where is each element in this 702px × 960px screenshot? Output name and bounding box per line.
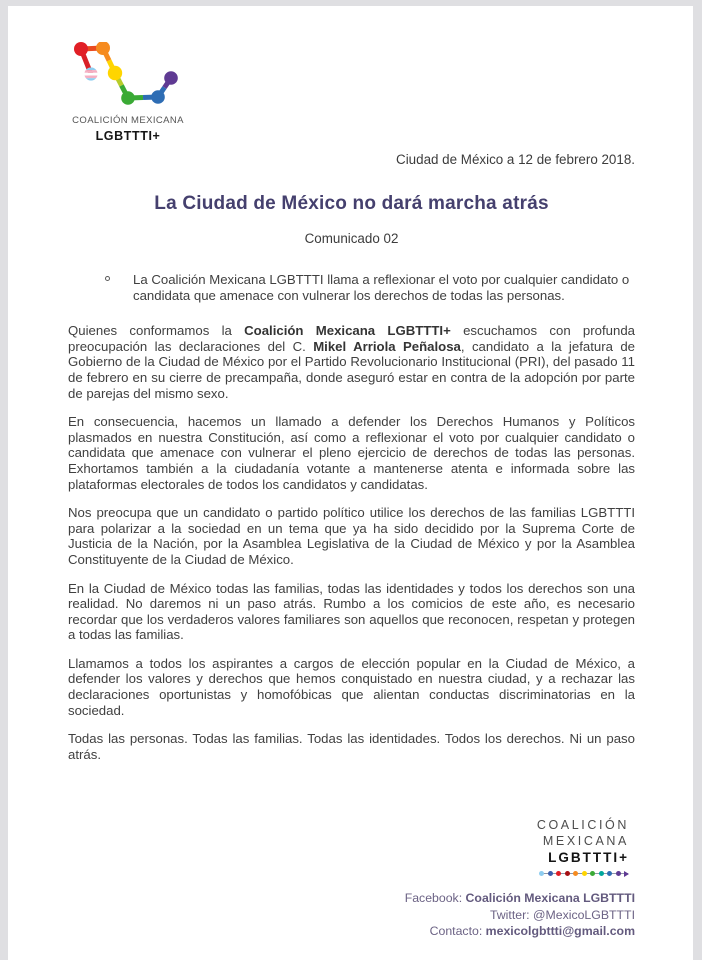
paragraph-3: Nos preocupa que un candidato o partido político utilice los derechos de las familias LGBTTTI para polarizar a la sociedad en un tema que ya ha sido decidido por la Suprema Corte de Justicia de la Nación, por la Asamblea Legislativa de la Ciudad de México y por la Asamblea Constituyente de la Ciudad de México. — [68, 505, 635, 567]
rainbow-arrowhead-icon — [624, 871, 629, 877]
rainbow-dot — [590, 871, 595, 876]
facebook-value: Coalición Mexicana LGBTTTI — [465, 891, 635, 906]
footer-org-logo — [68, 817, 635, 878]
bullet-marker-icon — [105, 276, 110, 281]
org-name-line1: COALICIÓN MEXICANA — [72, 115, 184, 126]
footer-org-line3: LGBTTTI+ — [548, 850, 629, 866]
paragraph-1-segment: escuchamos con profunda preocupación las declaraciones del C. — [68, 323, 635, 354]
chain-node-purple — [164, 71, 178, 85]
contact-email-value: mexicolgbttti@gmail.com — [485, 924, 635, 939]
page-title: La Ciudad de México no dará marcha atrás — [154, 193, 549, 214]
twitter-value: @MexicoLGBTTTI — [533, 907, 635, 922]
date-line: Ciudad de México a 12 de febrero 2018. — [396, 152, 635, 167]
facebook-label: Facebook: — [404, 891, 466, 906]
rainbow-chain-logo-icon — [70, 42, 182, 108]
twitter-line — [68, 907, 635, 924]
rainbow-dot — [616, 871, 621, 876]
rainbow-dot — [573, 871, 578, 876]
paragraph-1-bold-candidate: Mikel Arriola Peñalosa — [313, 338, 461, 354]
chain-node-blue — [151, 90, 165, 104]
rainbow-dot — [582, 871, 587, 876]
paragraph-6: Todas las personas. Todas las familias. Todas las identidades. Todos los derechos. Ni un paso atrás. — [68, 731, 635, 762]
facebook-line — [68, 890, 635, 907]
rainbow-dot — [539, 871, 544, 876]
rainbow-dot — [548, 871, 553, 876]
org-name-line2: LGBTTTI+ — [95, 129, 161, 143]
bullet-text: La Coalición Mexicana LGBTTTI llama a reflexionar el voto por cualquier candidato o candidata que amenace con vulnerar los derechos de todas las personas. — [133, 272, 630, 303]
paragraph-2: En consecuencia, hacemos un llamado a defender los Derechos Humanos y Políticos plasmados en nuestra Constitución, así como a reflexionar el voto por cualquier candidato o candidata que amenace con vulnerar el pleno ejercicio de derechos de todas las personas. Exhortamos también a la ciudadanía votante a mantenerse atenta e informada sobre las plataformas electorales de todos los candidatos y candidatas. — [68, 414, 635, 492]
paragraph-5: Llamamos a todos los aspirantes a cargos de elección popular en la Ciudad de México, a defender los valores y derechos que hemos conquistado en nuestra ciudad, y a rechazar las declaraciones oportunistas y homofóbicas que alientan conductas discriminatorias en la sociedad. — [68, 655, 635, 718]
contact-label: Contacto: — [429, 924, 486, 939]
rainbow-dotted-line-icon — [539, 869, 629, 878]
document-page — [8, 6, 693, 960]
rainbow-dot — [607, 871, 612, 876]
paragraph-1 — [68, 323, 635, 401]
bullet-item — [68, 272, 635, 303]
paragraph-4: En la Ciudad de México todas las familias, todas las identidades y todos los derechos son una realidad. No daremos ni un paso atrás. Rumbo a los comicios de este año, es necesario recordar que los verdaderos valores familiares son aquellos que reconocen, respetan y protegen a todas las familias. — [68, 580, 635, 643]
rainbow-dot — [599, 871, 604, 876]
rainbow-dot — [565, 871, 570, 876]
chain-node-yellow — [108, 66, 122, 80]
org-logo — [68, 42, 188, 143]
chain-node-green — [121, 91, 135, 105]
paragraph-1-segment: , candidato a la jefatura de Gobierno de la Ciudad de México por el Partido Revolucionario Institucional (PRI), del pasado 11 de febrero en su cierre de precampaña, donde aseguró estar en contra de la adopción por parte de parejas del mismo sexo. — [68, 338, 635, 401]
paragraph-1-bold-coalicion: Coalición Mexicana LGBTTTI+ — [244, 323, 451, 339]
footer-org-line1: COALICIÓN — [536, 818, 629, 833]
contact-block — [68, 890, 635, 940]
subtitle-comunicado: Comunicado 02 — [304, 231, 399, 246]
contact-line — [68, 923, 635, 940]
footer-org-line2: MEXICANA — [542, 834, 629, 849]
paragraph-1-segment: Quienes conformamos la — [68, 323, 245, 339]
twitter-label: Twitter: — [489, 907, 533, 922]
chain-node-red — [74, 42, 88, 56]
trans-flag-node — [84, 67, 98, 81]
rainbow-dot — [556, 871, 561, 876]
